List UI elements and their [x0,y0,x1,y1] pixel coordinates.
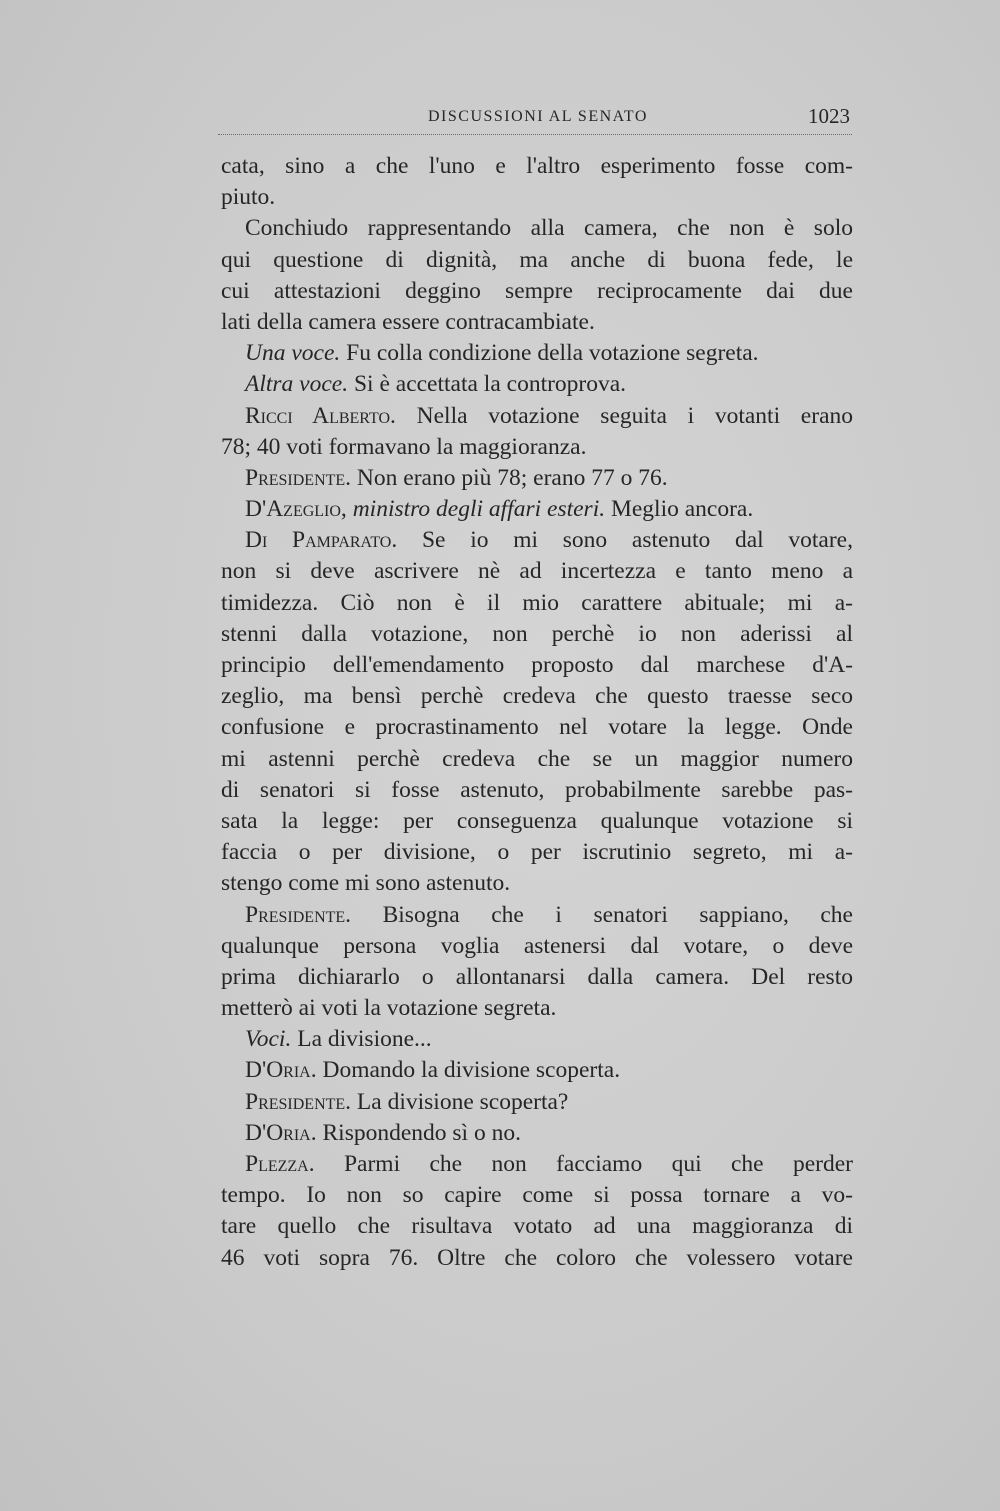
page-number: 1023 [808,104,850,128]
line-text: zeglio, ma bensì perchè credeva che questo traesse seco [221,683,853,710]
text-line [221,432,853,463]
text-line [221,868,853,899]
text-line [221,681,853,712]
running-head [218,104,852,135]
text-line [221,1211,853,1242]
text-line [221,1180,853,1211]
line-text: principio dell'emendamento proposto dal marchese d'A- [221,652,853,678]
text-line [221,650,853,681]
line-text: mi astenni perchè credeva che se un maggior numero [221,745,853,772]
speaker-name: D'Azeglio, [245,496,347,523]
line-text: lati della camera essere contracambiate. [221,308,595,335]
text-line [221,931,853,962]
text-line [221,338,853,369]
line-text: La divisione... [291,1026,432,1053]
speaker-name: Plezza. [245,1151,315,1177]
line-text: sata la legge: per conseguenza qualunque votazione si [221,807,853,834]
speaker-name: D'Oria. [245,1057,317,1084]
line-text: metterò ai voti la votazione segreta. [221,995,557,1022]
text-line [221,151,853,182]
line-text: Se io mi sono astenuto dal votare, [397,527,853,554]
line-text: faccia o per divisione, o per iscrutinio segreto, mi a- [221,839,853,866]
text-line [221,463,853,494]
line-text: Parmi che non facciamo qui che perder [314,1151,853,1177]
speaker-name: Presidente. [245,901,352,928]
text-line [221,556,853,587]
speaker-name: Una voce. [245,340,341,367]
text-line [221,588,853,619]
line-text: Si è accettata la controprova. [348,371,627,398]
text-line [221,182,853,213]
text-line [221,307,853,338]
body-text [221,151,853,1274]
speaker-name: Presidente. [245,1088,352,1115]
line-text: Meglio ancora. [605,496,754,523]
line-text: Conchiudo rappresentando alla camera, che non è solo [245,215,853,242]
text-line [221,712,853,743]
text-line [221,962,853,993]
text-line [221,494,853,525]
speaker-name: D'Oria. [245,1119,317,1146]
text-line [221,837,853,868]
text-line [221,619,853,650]
speaker-name: Presidente. [245,464,352,491]
line-text: La divisione scoperta? [351,1088,569,1115]
text-line [221,900,853,931]
running-head-title: DISCUSSIONI AL SENATO [428,108,648,125]
text-line [221,993,853,1024]
line-text: qualunque persona voglia astenersi dal votare, o deve [221,932,853,959]
line-text: di senatori si fosse astenuto, probabilmente sarebbe pas- [221,776,853,803]
line-text: stengo come mi sono astenuto. [221,870,511,897]
text-line [221,1118,853,1149]
line-text: qui questione di dignità, ma anche di buona fede, le [221,246,853,273]
line-text: Non erano più 78; erano 77 o 76. [351,464,668,491]
text-line [221,401,853,432]
line-text: stenni dalla votazione, non perchè io non aderissi al [221,620,853,647]
speaker-name: Di Pamparato. [245,527,398,554]
text-line [221,1087,853,1118]
text-line [221,775,853,806]
text-line [221,1055,853,1086]
text-line [221,525,853,556]
line-text: Rispondendo sì o no. [316,1119,521,1146]
text-line [221,245,853,276]
line-text: tempo. Io non so capire come si possa tornare a vo- [221,1182,853,1209]
line-text: Nella votazione seguita i votanti erano [395,402,853,429]
text-line [221,213,853,244]
line-text: tare quello che risultava votato ad una maggioranza di [221,1213,853,1240]
line-text: prima dichiararlo o allontanarsi dalla camera. Del resto [221,963,853,990]
text-line [221,369,853,400]
speaker-name: Altra voce. [245,371,349,398]
line-text: Bisogna che i senatori sappiano, che [351,901,853,928]
text-line [221,1243,853,1274]
line-text: cui attestazioni deggino sempre reciprocamente dai due [221,277,853,304]
speaker-name: Ricci Alberto. [245,402,396,429]
line-text: 78; 40 voti formavano la maggioranza. [221,433,587,460]
line-text: non si deve ascrivere nè ad incertezza e tanto meno a [221,558,853,585]
line-text: Fu colla condizione della votazione segreta. [340,340,759,367]
text-line [221,276,853,307]
line-text: piuto. [221,184,276,211]
line-text: timidezza. Ciò non è il mio carattere abituale; mi a- [221,589,853,616]
line-text: cata, sino a che l'uno e l'altro esperimento fosse com- [221,153,853,179]
text-line [221,744,853,775]
text-line [221,1149,853,1180]
speaker-name: Voci. [245,1026,292,1053]
text-line [221,806,853,837]
line-text: Domando la divisione scoperta. [316,1057,621,1084]
text-line [221,1024,853,1055]
line-text: confusione e procrastinamento nel votare la legge. Onde [221,714,853,741]
speaker-role: ministro degli affari esteri. [346,496,606,523]
line-text: 46 voti sopra 76. Oltre che coloro che volessero votare [221,1244,853,1271]
